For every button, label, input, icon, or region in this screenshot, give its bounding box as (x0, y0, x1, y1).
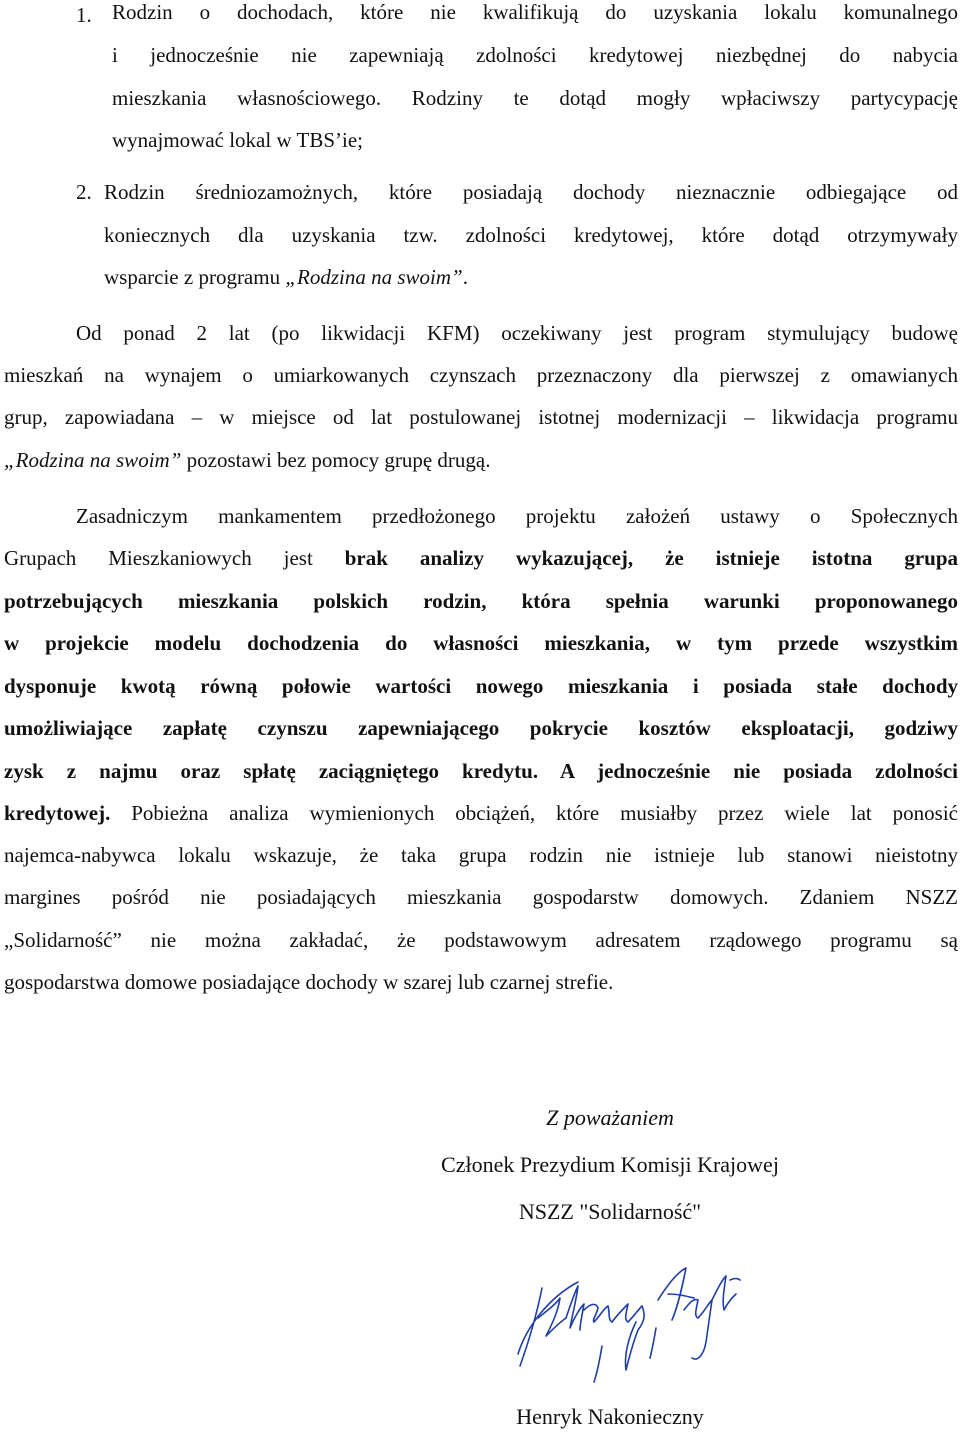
paragraph-line: najemca-nabywca lokalu wskazuje, że taka grupa rodzin nie istnieje lub stanowi nieistotny (4, 843, 958, 867)
paragraph-line: „Rodzina na swoim” pozostawi bez pomocy grupę drugą. (4, 448, 491, 472)
handwritten-signature (508, 1258, 748, 1388)
program-name: „Rodzina na swoim” (4, 448, 182, 472)
paragraph-line: potrzebujących mieszkania polskich rodzin, która spełnia warunki proponowanego (4, 589, 958, 613)
salutation: Z poważaniem (546, 1105, 674, 1130)
list-number: 1. (76, 3, 92, 27)
list-line: mieszkania własnościowego. Rodziny te dotąd mogły wpłaciwszy partycypację (112, 86, 958, 110)
paragraph-line: gospodarstwa domowe posiadające dochody w szarej lub czarnej strefie. (4, 970, 614, 994)
paragraph-line: grup, zapowiadana – w miejsce od lat postulowanej istotnej modernizacji – likwidacja programu (4, 405, 958, 429)
paragraph-line: Od ponad 2 lat (po likwidacji KFM) oczekiwany jest program stymulujący budowę (76, 321, 958, 345)
program-name: „Rodzina na swoim” (285, 265, 463, 289)
paragraph-line: kredytowej. Pobieżna analiza wymienionych obciążeń, które musiałby przez wiele lat ponosić (4, 801, 958, 825)
list-line: wynajmować lokal w TBS’ie; (112, 128, 363, 152)
list-line: i jednocześnie nie zapewniają zdolności kredytowej niezbędnej do nabycia (112, 43, 958, 67)
paragraph-line: Zasadniczym mankamentem przedłożonego projektu założeń ustawy o Społecznych (76, 504, 958, 528)
paragraph-line: Grupach Mieszkaniowych jest brak analizy wykazującej, że istnieje istotna grupa (4, 546, 958, 570)
organization-name: NSZZ "Solidarność" (518, 1199, 702, 1224)
list-number: 2. (76, 180, 92, 204)
signatory-position: Członek Prezydium Komisji Krajowej (441, 1152, 779, 1177)
list-line: Rodzin o dochodach, które nie kwalifikują do uzyskania lokalu komunalnego (112, 0, 958, 24)
list-line: koniecznych dla uzyskania tzw. zdolności kredytowej, które dotąd otrzymywały (104, 223, 958, 247)
paragraph-line: margines pośród nie posiadających mieszkania gospodarstw domowych. Zdaniem NSZZ (4, 885, 958, 909)
paragraph-line: umożliwiające zapłatę czynszu zapewniającego pokrycie kosztów eksploatacji, godziwy (4, 716, 958, 740)
paragraph-line: zysk z najmu oraz spłatę zaciągniętego kredytu. A jednocześnie nie posiada zdolności (4, 759, 958, 783)
list-line: wsparcie z programu „Rodzina na swoim”. (104, 265, 468, 289)
list-line: Rodzin średniozamożnych, które posiadają dochody nieznacznie odbiegające od (104, 180, 958, 204)
paragraph-line: mieszkań na wynajem o umiarkowanych czynszach przeznaczony dla pierwszej z omawianych (4, 363, 958, 387)
paragraph-line: „Solidarność” nie można zakładać, że podstawowym adresatem rządowego programu są (4, 928, 958, 952)
paragraph-line: dysponuje kwotą równą połowie wartości nowego mieszkania i posiada stałe dochody (4, 674, 958, 698)
signatory-name: Henryk Nakonieczny (516, 1404, 704, 1429)
paragraph-line: w projekcie modelu dochodzenia do własności mieszkania, w tym przede wszystkim (4, 631, 958, 655)
